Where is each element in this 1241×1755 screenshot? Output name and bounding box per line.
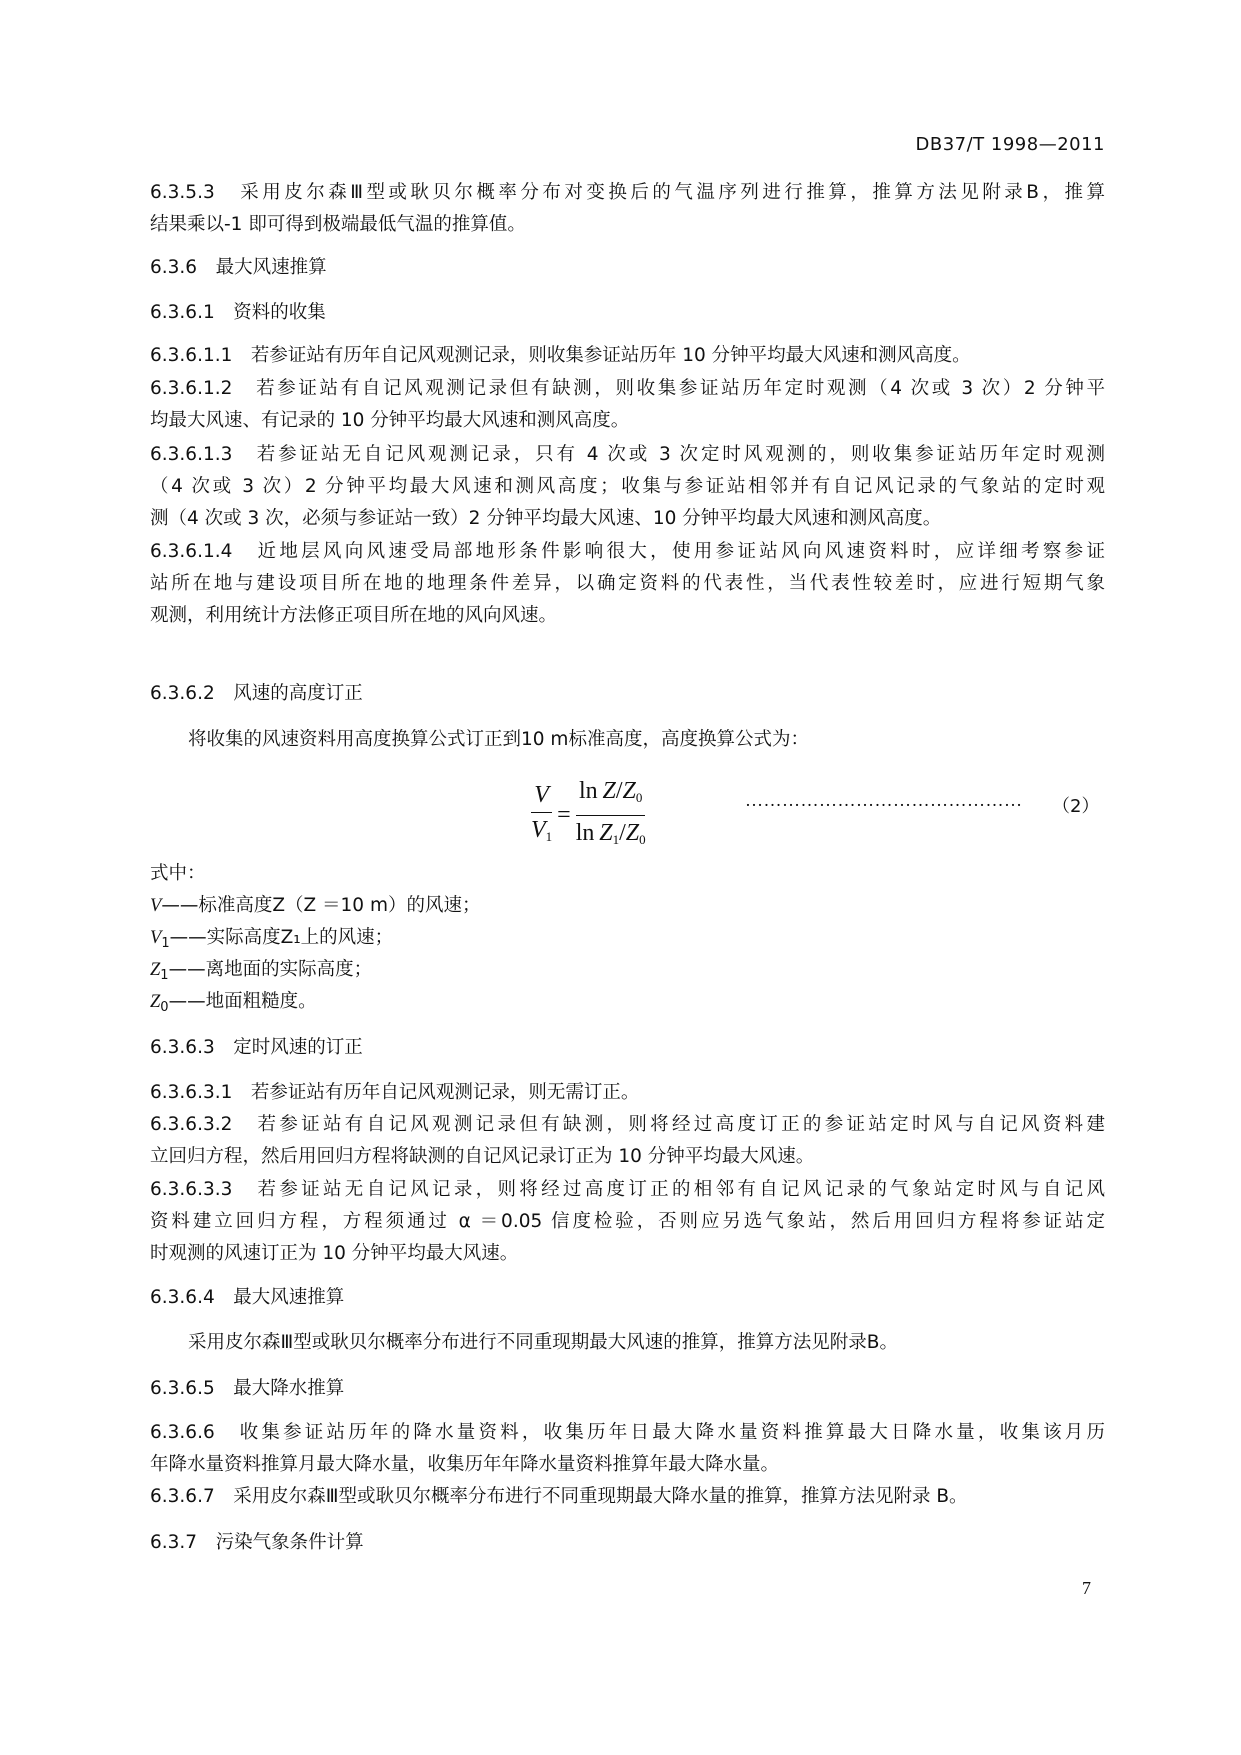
height-conversion-formula: $\frac{V}{V_1}$ = $\frac{\ln Z/Z_0}{\ln Z_1/Z_0}$ bbox=[528, 776, 649, 855]
text-line: 测（4 次或 3 次，必须与参证站一致）2 分钟平均最大风速、10 分钟平均最大风速和测风高度。 bbox=[150, 508, 942, 529]
where-label: 式中： bbox=[150, 863, 206, 884]
var-symbol: Z bbox=[150, 992, 161, 1012]
text-line: 6.3.6.6 收集参证站历年的降水量资料，收集历年日最大降水量资料推算最大日降水量，收集该月历 bbox=[150, 1422, 1105, 1443]
clause-6-3-5-3 bbox=[150, 177, 1105, 241]
symbol-v: V bbox=[534, 781, 549, 808]
clause-6-3-6-1-2 bbox=[150, 373, 1105, 437]
clause-6-3-6-6 bbox=[150, 1417, 1105, 1481]
clause-6-3-6-1-4 bbox=[150, 536, 1105, 632]
variable-definition bbox=[150, 922, 1105, 954]
heading-text: 6.3.6.1 资料的收集 bbox=[150, 302, 326, 323]
text-line: 6.3.6.7 采用皮尔森Ⅲ型或耿贝尔概率分布进行不同重现期最大降水量的推算，推算方法见附录 B。 bbox=[150, 1486, 968, 1507]
clause-6-3-6-1-1 bbox=[150, 340, 1105, 372]
var-desc: ——离地面的实际高度； bbox=[168, 959, 373, 980]
text-line: 6.3.6.1.3 若参证站无自记风观测记录，只有 4 次或 3 次定时风观测的，则收集参证站历年定时观测 bbox=[150, 444, 1105, 465]
symbol-z: Z bbox=[599, 820, 613, 846]
text-line: 6.3.6.1.2 若参证站有自记风观测记录但有缺测，则收集参证站历年定时观测（4 次或 3 次）2 分钟平 bbox=[150, 378, 1105, 399]
text-line: 站所在地与建设项目所在地的地理条件差异，以确定资料的代表性，当代表性较差时，应进行短期气象 bbox=[150, 573, 1105, 594]
var-symbol: V bbox=[150, 928, 162, 948]
text-line: 6.3.6.3.2 若参证站有自记风观测记录但有缺测，则将经过高度订正的参证站定时风与自记风资料建 bbox=[150, 1114, 1105, 1135]
clause-6-3-6-3-1 bbox=[150, 1077, 1105, 1109]
lhs-fraction bbox=[528, 780, 555, 852]
var-subscript: 1 bbox=[160, 968, 169, 983]
var-desc: ——实际高度Z₁上的风速； bbox=[169, 927, 394, 948]
text-line: 采用皮尔森Ⅲ型或耿贝尔概率分布进行不同重现期最大风速的推算，推算方法见附录B。 bbox=[188, 1332, 898, 1353]
subscript: 0 bbox=[635, 790, 643, 805]
symbol-z: Z bbox=[602, 778, 616, 804]
subscript: 0 bbox=[639, 832, 646, 847]
text-line: 均最大风速、有记录的 10 分钟平均最大风速和测风高度。 bbox=[150, 410, 630, 431]
clause-6-3-6-3-3 bbox=[150, 1174, 1105, 1270]
heading-6-3-6 bbox=[150, 252, 1105, 284]
text-line: 6.3.6.1.1 若参证站有历年自记风观测记录，则收集参证站历年 10 分钟平均最大风速和测风高度。 bbox=[150, 345, 971, 366]
text-line: 观测，利用统计方法修正项目所在地的风向风速。 bbox=[150, 605, 558, 626]
ln: ln bbox=[578, 778, 598, 804]
document-header: DB37/T 1998—2011 bbox=[915, 134, 1105, 155]
clause-6-3-6-1-3 bbox=[150, 439, 1105, 535]
heading-6-3-6-5 bbox=[150, 1373, 1105, 1405]
rhs-fraction: $\frac{\ln Z/Z_0}{\ln Z_1/Z_0}$ bbox=[575, 778, 646, 847]
heading-text: 6.3.6.5 最大降水推算 bbox=[150, 1378, 345, 1399]
equation-number: （2） bbox=[1052, 796, 1100, 817]
var-desc: ——标准高度Z（Z ＝10 m）的风速； bbox=[161, 895, 481, 916]
paragraph-6-3-6-2 bbox=[150, 724, 1143, 756]
heading-text: 6.3.6 最大风速推算 bbox=[150, 257, 327, 278]
heading-6-3-6-2 bbox=[150, 678, 1105, 710]
page-number: 7 bbox=[1082, 1578, 1091, 1598]
heading-text: 6.3.6.4 最大风速推算 bbox=[150, 1287, 345, 1308]
heading-6-3-6-1 bbox=[150, 297, 1105, 329]
text-line: 6.3.5.3 采用皮尔森Ⅲ型或耿贝尔概率分布对变换后的气温序列进行推算，推算方法见附录B，推算 bbox=[150, 182, 1105, 203]
clause-6-3-6-3-2 bbox=[150, 1109, 1105, 1173]
text-line: 年降水量资料推算月最大降水量，收集历年年降水量资料推算年最大降水量。 bbox=[150, 1454, 780, 1475]
text-line: 6.3.6.1.4 近地层风向风速受局部地形条件影响很大，使用参证站风向风速资料时，应详细考察参证 bbox=[150, 541, 1105, 562]
heading-text: 6.3.7 污染气象条件计算 bbox=[150, 1532, 364, 1553]
symbol-z: Z bbox=[622, 778, 636, 804]
var-subscript: 1 bbox=[161, 936, 170, 951]
text-line: 结果乘以-1 即可得到极端最低气温的推算值。 bbox=[150, 214, 526, 235]
text-line: 时观测的风速订正为 10 分钟平均最大风速。 bbox=[150, 1243, 519, 1264]
text-line: 6.3.6.3.3 若参证站无自记风记录，则将经过高度订正的相邻有自记风记录的气象站定时风与自记风 bbox=[150, 1179, 1105, 1200]
leader-dots: ……………………………………… bbox=[745, 790, 1023, 810]
text-line: 资料建立回归方程，方程须通过 α ＝0.05 信度检验，否则应另选气象站，然后用回归方程将参证站定 bbox=[150, 1211, 1105, 1232]
subscript: 1 bbox=[545, 828, 553, 844]
subscript: 1 bbox=[612, 832, 620, 847]
heading-6-3-7 bbox=[150, 1527, 1105, 1559]
variable-definition bbox=[150, 986, 1105, 1018]
heading-6-3-6-4 bbox=[150, 1282, 1105, 1314]
text-line: 6.3.6.3.1 若参证站有历年自记风观测记录，则无需订正。 bbox=[150, 1082, 640, 1103]
symbol-z: Z bbox=[625, 820, 640, 846]
text-line: （4 次或 3 次）2 分钟平均最大风速和测风高度；收集与参证站相邻并有自记风记录的气象站的定时观 bbox=[150, 476, 1105, 497]
variable-definition bbox=[150, 954, 1105, 986]
var-symbol: Z bbox=[150, 960, 161, 980]
variable-definition bbox=[150, 890, 1105, 922]
heading-6-3-6-3 bbox=[150, 1032, 1105, 1064]
var-symbol: V bbox=[150, 896, 162, 916]
text-line: 立回归方程，然后用回归方程将缺测的自记风记录订正为 10 分钟平均最大风速。 bbox=[150, 1146, 815, 1167]
where-block bbox=[150, 858, 1105, 1018]
clause-6-3-6-7 bbox=[150, 1481, 1105, 1513]
paragraph-6-3-6-4 bbox=[150, 1327, 1143, 1359]
heading-text: 6.3.6.3 定时风速的订正 bbox=[150, 1037, 363, 1058]
var-desc: ——地面粗糙度。 bbox=[168, 991, 317, 1012]
symbol-v1: V bbox=[531, 816, 546, 843]
heading-text: 6.3.6.2 风速的高度订正 bbox=[150, 683, 363, 704]
ln: ln bbox=[575, 820, 595, 846]
text-line: 将收集的风速资料用高度换算公式订正到10 m标准高度，高度换算公式为： bbox=[188, 729, 809, 750]
var-subscript: 0 bbox=[160, 1000, 169, 1015]
